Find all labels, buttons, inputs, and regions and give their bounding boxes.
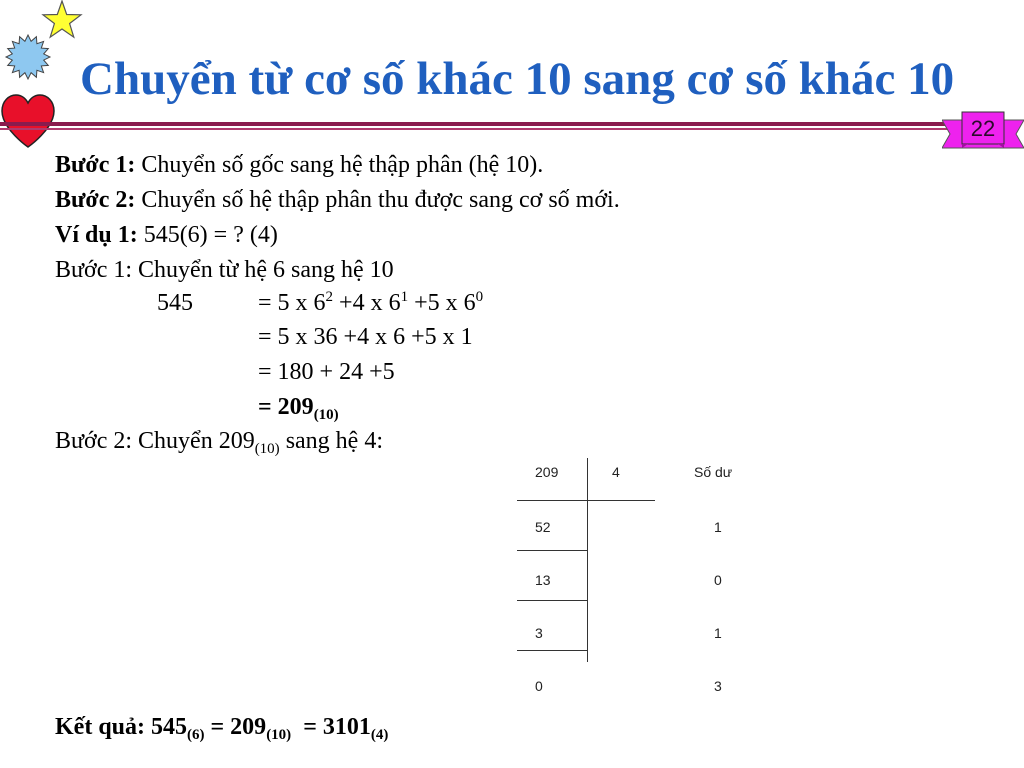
table-header-divider [517,500,655,501]
page-number-badge [942,110,1024,152]
table-row-divider [517,650,587,651]
example-text: 545(6) = ? (4) [137,222,278,248]
calc-term: +4 x 6 [333,290,401,316]
calc-term: = 5 x 6 [258,290,326,316]
page-number: 22 [970,116,996,141]
step2-base: (10) [254,441,280,457]
step2-prefix: Bước 2: Chuyển 209 [55,428,255,454]
table-row-divider [517,600,587,601]
result-final: = 3101 [291,714,371,740]
step2-suffix: sang hệ 4: [279,428,383,454]
result-base-6: (6) [187,727,205,743]
calc-line-3: = 180 + 24 +5 [258,359,395,385]
table-header-divisor: 4 [612,464,620,480]
table-cell-remainder: 1 [714,625,722,641]
table-vertical-divider [587,458,588,662]
result-base-10: (10) [266,727,292,743]
intro-step-1 [55,148,543,182]
calc-exponent: 1 [400,289,409,305]
table-header-remainder: Số dư [694,464,733,480]
table-cell-remainder: 3 [714,678,722,694]
star-icon [43,1,81,37]
title-rule-thin [0,128,950,130]
example-line [55,218,278,252]
table-cell-quotient: 0 [535,678,543,694]
table-row-divider [517,550,587,551]
heart-icon [2,95,54,147]
intro-step-2-label: Bước 2: [55,187,136,213]
table-cell-remainder: 0 [714,572,722,588]
slide-title: Chuyển từ cơ số khác 10 sang cơ số khác 10 [80,53,955,105]
table-cell-quotient: 13 [535,572,551,588]
calc-result: = 209 [258,394,314,420]
step1-heading: Bước 1: Chuyển từ hệ 6 sang hệ 10 [55,257,394,283]
result-decimal: = 209 [204,714,267,740]
result-label: Kết quả: 545 [55,714,187,740]
table-cell-quotient: 3 [535,625,543,641]
title-rule [0,122,950,126]
example-label: Ví dụ 1: [55,222,138,248]
calc-term: +5 x 6 [408,290,476,316]
intro-step-1-text: Chuyển số gốc sang hệ thập phân (hệ 10). [135,152,544,178]
table-header-dividend: 209 [535,464,559,480]
calc-exponent: 0 [475,289,484,305]
table-cell-remainder: 1 [714,519,722,535]
calc-lhs: 545 [157,290,193,316]
intro-step-2-text: Chuyển số hệ thập phân thu được sang cơ số mới. [135,187,620,213]
calc-line-2: = 5 x 36 +4 x 6 +5 x 1 [258,324,473,350]
starburst-icon [6,35,50,79]
calc-line-1 [258,286,483,320]
calc-exponent: 2 [325,289,334,305]
result-line [55,710,388,744]
intro-step-2 [55,183,620,217]
calc-result-base: (10) [313,407,339,423]
calc-line-4 [258,390,339,424]
intro-step-1-label: Bước 1: [55,152,136,178]
table-cell-quotient: 52 [535,519,551,535]
result-base-4: (4) [370,727,389,743]
step2-heading [55,424,383,458]
